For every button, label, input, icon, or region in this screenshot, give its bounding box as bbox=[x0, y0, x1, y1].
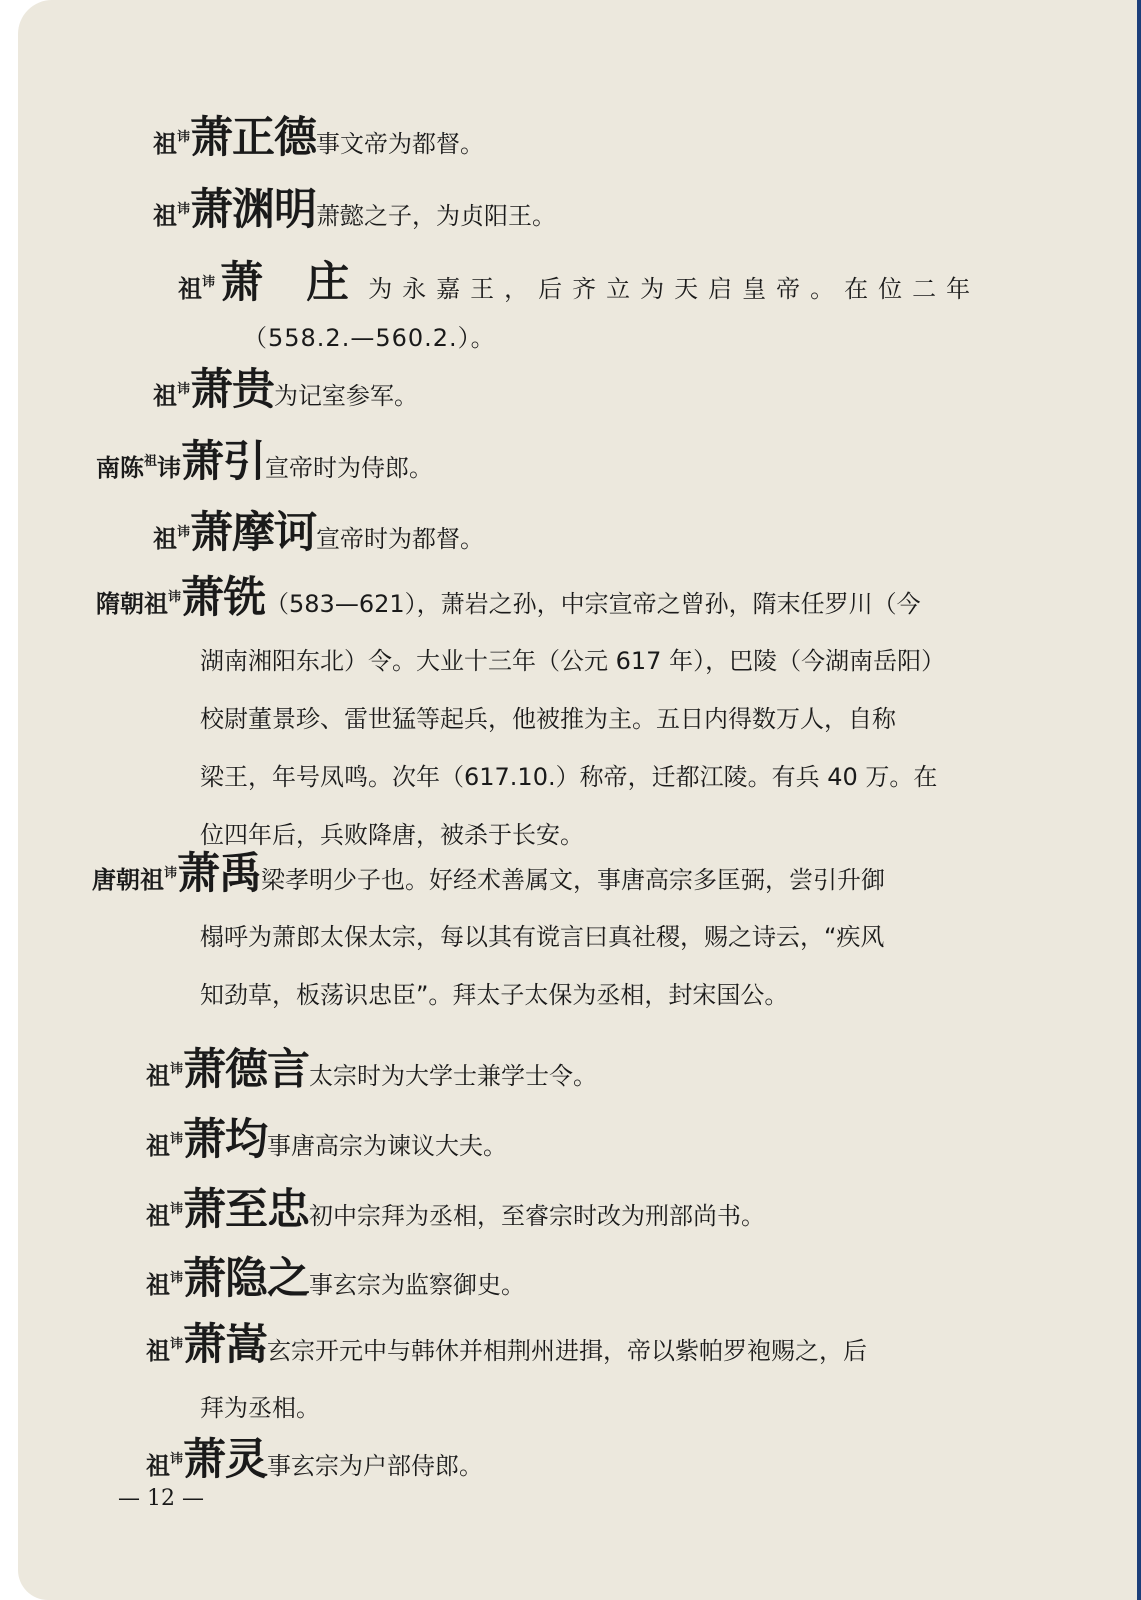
ancestor-name: 萧禹 bbox=[177, 849, 262, 899]
entry-11 bbox=[146, 1245, 525, 1306]
entry-title: 祖 bbox=[178, 275, 202, 303]
book-page bbox=[18, 0, 1141, 1600]
ancestor-desc: 事文帝为都督。 bbox=[316, 130, 485, 158]
entry-small-mark: 讳 bbox=[177, 525, 191, 540]
ancestor-desc: 事唐高宗为谏议大夫。 bbox=[267, 1132, 508, 1160]
ancestor-desc: 事玄宗为户部侍郎。 bbox=[267, 1452, 484, 1480]
entry-title: 讳 bbox=[157, 454, 182, 482]
desc-continuation: 梁王，年号凤鸣。次年（617.10.）称帝，迁都江陵。有兵 40 万。在 bbox=[200, 763, 938, 791]
entry-small-mark: 讳 bbox=[170, 1202, 184, 1217]
entry-10 bbox=[146, 1176, 765, 1237]
desc-continuation: 榻呼为萧郎太保太宗，每以其有谠言曰真社稷，赐之诗云，“疾风 bbox=[200, 923, 885, 951]
ancestor-desc: 事玄宗为监察御史。 bbox=[309, 1271, 526, 1299]
entry-title: 祖 bbox=[153, 202, 177, 230]
page-number: — 12 — bbox=[118, 1486, 204, 1511]
entry-small-mark: 讳 bbox=[177, 202, 191, 217]
entry-small-mark: 祖 bbox=[144, 454, 158, 469]
dynasty-prefix: 隋朝 bbox=[96, 590, 144, 618]
entry-title: 祖 bbox=[146, 1337, 170, 1365]
ancestor-desc: 玄宗开元中与韩休并相荆州进揖，帝以紫帕罗袍赐之，后 bbox=[267, 1337, 868, 1365]
dynasty-prefix: 南陈 bbox=[96, 454, 144, 482]
ancestor-name: 萧至忠 bbox=[183, 1185, 310, 1235]
ancestor-desc: 为永嘉王，后齐立为天启皇帝。在位二年 bbox=[368, 275, 981, 303]
entry-1 bbox=[153, 176, 556, 237]
ancestor-desc: 宣帝时为都督。 bbox=[316, 525, 485, 553]
entry-small-mark: 讳 bbox=[170, 1062, 184, 1077]
entry-title: 祖 bbox=[146, 1132, 170, 1160]
desc-continuation: 湖南湘阳东北）令。大业十三年（公元 617 年），巴陵（今湖南岳阳） bbox=[200, 647, 946, 675]
entry-6 bbox=[96, 573, 945, 864]
entry-title: 祖 bbox=[153, 525, 177, 553]
entry-small-mark: 讳 bbox=[170, 1337, 184, 1352]
ancestor-name: 萧灵 bbox=[183, 1435, 268, 1485]
ancestor-name: 萧隐之 bbox=[183, 1254, 310, 1304]
entry-small-mark: 讳 bbox=[202, 275, 216, 290]
entry-9 bbox=[146, 1106, 507, 1167]
desc-continuation: 位四年后，兵败降唐，被杀于长安。 bbox=[200, 821, 584, 849]
ancestor-desc: （583—621），萧岩之孙，中宗宣帝之曾孙，隋末任罗川（今 bbox=[265, 590, 921, 618]
entry-0 bbox=[153, 104, 484, 165]
entry-8 bbox=[146, 1036, 597, 1097]
ancestor-desc: 梁孝明少子也。好经术善属文，事唐高宗多匡弼，尝引升御 bbox=[261, 866, 886, 894]
entry-title: 祖 bbox=[144, 590, 168, 618]
entry-7 bbox=[92, 849, 885, 1024]
entry-small-mark: 讳 bbox=[168, 590, 182, 605]
entry-3 bbox=[153, 356, 418, 417]
ancestor-name: 萧德言 bbox=[183, 1045, 310, 1095]
entry-title: 祖 bbox=[153, 382, 177, 410]
entry-small-mark: 讳 bbox=[164, 866, 178, 881]
dynasty-prefix: 唐朝 bbox=[92, 866, 140, 894]
entry-small-mark: 讳 bbox=[170, 1452, 184, 1467]
ancestor-name: 萧引 bbox=[181, 437, 266, 487]
entry-13 bbox=[146, 1426, 483, 1487]
ancestor-name: 萧嵩 bbox=[183, 1320, 268, 1370]
entry-title: 祖 bbox=[146, 1271, 170, 1299]
ancestor-desc: 萧懿之子，为贞阳王。 bbox=[316, 202, 557, 230]
entry-title: 祖 bbox=[140, 866, 164, 894]
ancestor-desc: 为记室参军。 bbox=[274, 382, 419, 410]
entry-4 bbox=[96, 428, 433, 489]
entry-title: 祖 bbox=[153, 130, 177, 158]
desc-continuation: 拜为丞相。 bbox=[200, 1394, 320, 1422]
entry-title: 祖 bbox=[146, 1062, 170, 1090]
ancestor-desc: 太宗时为大学士兼学士令。 bbox=[309, 1062, 598, 1090]
desc-continuation: 知劲草，板荡识忠臣”。拜太子太保为丞相，封宋国公。 bbox=[200, 981, 789, 1009]
entry-small-mark: 讳 bbox=[177, 130, 191, 145]
ancestor-name: 萧贵 bbox=[190, 365, 275, 415]
ancestor-desc: 初中宗拜为丞相，至睿宗时改为刑部尚书。 bbox=[309, 1202, 766, 1230]
entry-5 bbox=[153, 499, 484, 560]
entry-2 bbox=[178, 249, 980, 353]
ancestor-name: 萧摩诃 bbox=[190, 508, 317, 558]
entry-12 bbox=[146, 1320, 867, 1437]
ancestor-name: 萧渊明 bbox=[190, 185, 317, 235]
ancestor-name: 萧铣 bbox=[181, 573, 266, 623]
entry-small-mark: 讳 bbox=[177, 382, 191, 397]
ancestor-name: 萧均 bbox=[183, 1115, 268, 1165]
desc-continuation: （558.2.—560.2.）。 bbox=[243, 324, 496, 352]
ancestor-name: 萧 庄 bbox=[220, 258, 364, 308]
desc-continuation: 校尉董景珍、雷世猛等起兵，他被推为主。五日内得数万人，自称 bbox=[200, 705, 896, 733]
ancestor-desc: 宣帝时为侍郎。 bbox=[265, 454, 434, 482]
entry-small-mark: 讳 bbox=[170, 1132, 184, 1147]
entry-title: 祖 bbox=[146, 1202, 170, 1230]
entry-small-mark: 讳 bbox=[170, 1271, 184, 1286]
entry-title: 祖 bbox=[146, 1452, 170, 1480]
ancestor-name: 萧正德 bbox=[190, 113, 317, 163]
page-edge bbox=[1137, 0, 1141, 1600]
